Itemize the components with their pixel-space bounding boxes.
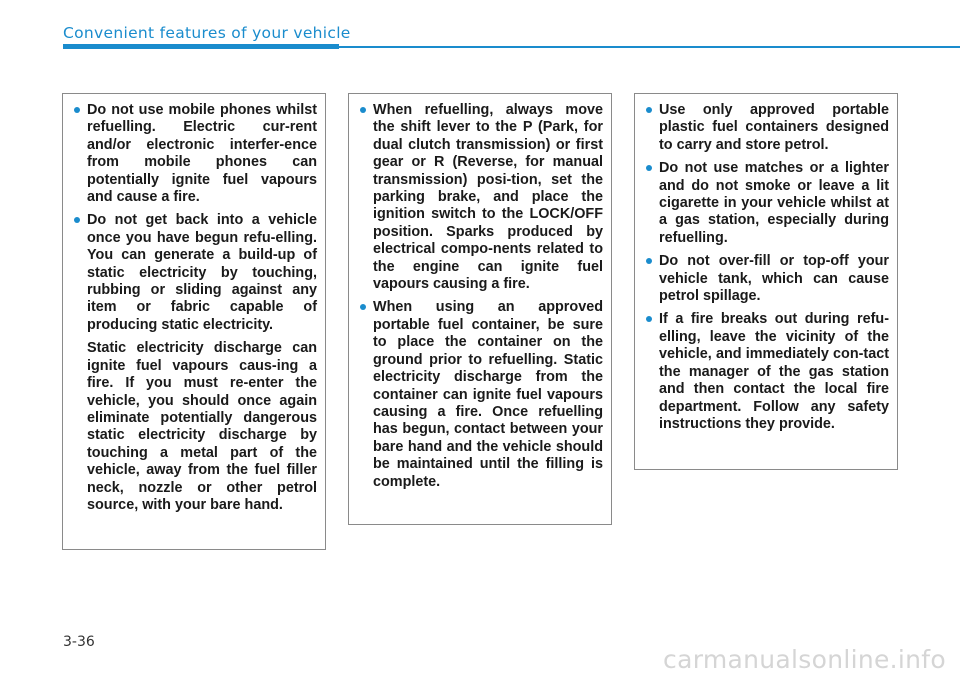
bullet-item	[73, 102, 317, 206]
bullet-text: Use only approved portable plastic fuel containers designed to carry and store petrol.	[659, 102, 889, 153]
bullet-item	[645, 160, 889, 247]
section-title: Convenient features of your vehicle	[63, 24, 351, 42]
bullet-list	[359, 102, 603, 491]
bullet-dot-icon	[360, 107, 366, 113]
bullet-text: Do not get back into a vehicle once you have begun refu-elling. You can generate a build-up of static electricity by touching, rubbing or sliding against any item or fabric capable of producing static electricity.	[87, 212, 317, 333]
page-number: 3-36	[63, 634, 95, 650]
bullet-text: Do not use matches or a lighter and do not smoke or leave a lit cigarette in your vehicle whilst at a gas station, especially during refuelling.	[659, 160, 889, 246]
bullet-continuation-paragraph: Static electricity discharge can ignite fuel vapours caus-ing a fire. If you must re-enter the vehicle, you should once again eliminate potentially dangerous static electricity discharge by touching a metal part of the vehicle, away from the fuel filler neck, nozzle or other petrol source, with your bare hand.	[87, 340, 317, 513]
bullet-item	[359, 102, 603, 293]
bullet-dot-icon	[646, 258, 652, 264]
bullet-item	[645, 311, 889, 433]
bullet-text: When refuelling, always move the shift lever to the P (Park, for dual clutch transmission) or first gear or R (Reverse, for manual transmission) posi-tion, set the parking brake, and place the ignition switch to the LOCK/OFF position. Sparks produced by electrical compo-nents related to the engine can ignite fuel vapours causing a fire.	[373, 102, 603, 293]
bullet-dot-icon	[646, 107, 652, 113]
bullet-item	[359, 299, 603, 490]
warning-box-right	[634, 93, 898, 470]
bullet-list	[645, 102, 889, 433]
bullet-item	[645, 253, 889, 305]
bullet-dot-icon	[74, 107, 80, 113]
bullet-item	[73, 212, 317, 514]
bullet-text: If a fire breaks out during refu-elling, leave the vicinity of the vehicle, and immediately con-tact the manager of the gas station and then contact the local fire department. Follow any safety instructions they provide.	[659, 311, 889, 432]
warning-box-left	[62, 93, 326, 550]
bullet-list	[73, 102, 317, 514]
header-accent-bar	[63, 44, 339, 49]
watermark: carmanualsonline.info	[663, 645, 946, 674]
bullet-text: Do not over-fill or top-off your vehicle tank, which can cause petrol spillage.	[659, 253, 889, 305]
bullet-text: Do not use mobile phones whilst refuelling. Electric cur-rent and/or electronic interfer-ence from mobile phones can potentially ignite fuel vapours and cause a fire.	[87, 102, 317, 206]
bullet-dot-icon	[646, 316, 652, 322]
bullet-text: When using an approved portable fuel container, be sure to place the container on the ground prior to refuelling. Static electricity discharge from the container can ignite fuel vapours causing a fire. Once refuelling has begun, contact between your bare hand and the vehicle should be maintained until the filling is complete.	[373, 299, 603, 490]
header-rule	[339, 46, 960, 48]
warning-box-middle	[348, 93, 612, 525]
bullet-item	[645, 102, 889, 154]
bullet-dot-icon	[360, 304, 366, 310]
bullet-dot-icon	[646, 165, 652, 171]
bullet-dot-icon	[74, 217, 80, 223]
